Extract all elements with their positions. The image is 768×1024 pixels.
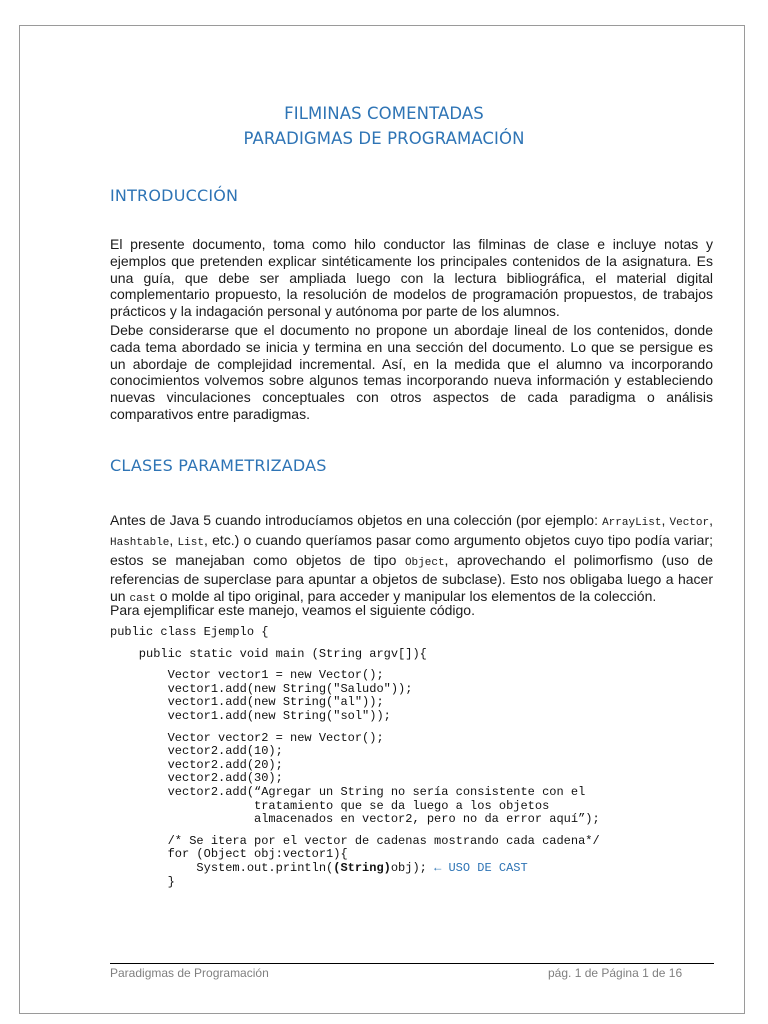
code-line: public class Ejemplo { xyxy=(110,625,269,639)
code-hashtable: Hashtable xyxy=(110,536,170,549)
code-fragment: obj); xyxy=(390,860,435,875)
footer-title: Paradigmas de Programación xyxy=(110,966,269,980)
clases-paragraph-2: Para ejemplificar este manejo, veamos el siguiente código. xyxy=(110,602,475,618)
code-vector: Vector xyxy=(669,517,710,529)
code-line: } xyxy=(110,874,175,889)
code-object: Object xyxy=(404,556,445,569)
code-line: Vector vector2 = new Vector(); xyxy=(110,730,384,745)
clases-paragraph-1 xyxy=(110,512,713,608)
title-line-1: FILMINAS COMENTADAS xyxy=(284,104,484,123)
code-line: almacenados en vector2, pero no da error aquí”); xyxy=(110,812,600,827)
heading-clases-parametrizadas: CLASES PARAMETRIZADAS xyxy=(110,456,327,475)
text-run: o molde al tipo original, para acceder y manipular los elementos de la colección. xyxy=(155,588,657,605)
code-line: vector1.add(new String("sol")); xyxy=(110,708,391,723)
code-line: vector2.add(“Agregar un String no sería consistente con el xyxy=(110,784,586,799)
text-run: Antes de Java 5 cuando introducíamos objetos en una colección (por ejemplo: xyxy=(110,512,603,528)
intro-paragraph-1: El presente documento, toma como hilo conductor las filminas de clase e incluye notas y ejemplos que pretenden explicar sintéticamente los principales contenidos de la asignatura. Es una guía, que debe ser ampliada luego con la lectura bibliográfica, el material digital complementario propuesto, la resolución de modelos de programación propuestos, de trabajos prácticos y la indagación personal y autónoma por parte de los alumnos. xyxy=(110,236,713,320)
text-run: , aprovechando el polimorfismo (uso de referencias de superclase para apuntar a objetos de subclase). Esto nos obligaba luego a hacer un xyxy=(110,551,713,605)
text-run: , etc.) o cuando queríamos pasar como argumento objetos cuyo tipo podía variar; estos se manejaban como objetos de tipo xyxy=(110,531,714,568)
code-line: tratamiento que se da luego a los objetos xyxy=(110,798,550,813)
text-run: , xyxy=(661,512,670,528)
code-line: vector2.add(30); xyxy=(110,771,283,786)
footer-divider xyxy=(110,963,714,964)
intro-paragraph-2: Debe considerarse que el documento no propone un abordaje lineal de los contenidos, donde cada tema abordado se inicia y termina en una sección del documento. Lo que se persigue es un abordaje de complejidad incremental. Así, en la medida que el alumno va incorporando conocimientos volvemos sobre algunos temas incorporando nueva información y estableciendo nuevas vinculaciones conceptuales con otros aspectos de cada paradigma o análisis comparativos entre paradigmas. xyxy=(110,322,713,422)
code-line: for (Object obj:vector1){ xyxy=(110,847,348,862)
code-list: List xyxy=(177,536,204,549)
code-cast-fragment: (String) xyxy=(333,860,391,875)
text-run: , xyxy=(709,512,713,528)
code-fragment: System.out.println( xyxy=(110,860,334,875)
code-arraylist: ArrayList xyxy=(602,517,662,529)
heading-introduccion: INTRODUCCIÓN xyxy=(110,186,239,205)
document-title xyxy=(0,101,768,151)
code-line: vector2.add(10); xyxy=(110,744,283,759)
footer-page-number: pág. 1 de Página 1 de 16 xyxy=(548,966,683,980)
text-run: , xyxy=(169,531,178,548)
code-line: /* Se itera por el vector de cadenas mostrando cada cadena*/ xyxy=(110,833,600,848)
code-line: public static void main (String argv[]){ xyxy=(110,646,427,661)
code-line-cast xyxy=(110,862,730,876)
cast-annotation: ← USO DE CAST xyxy=(434,860,528,875)
code-line: vector2.add(20); xyxy=(110,757,283,772)
code-line: Vector vector1 = new Vector(); xyxy=(110,668,384,683)
code-line: vector1.add(new String("Saludo")); xyxy=(110,681,413,696)
title-line-2: PARADIGMAS DE PROGRAMACIÓN xyxy=(243,129,525,148)
code-cast: cast xyxy=(129,593,156,606)
code-line: vector1.add(new String("al")); xyxy=(110,695,384,710)
code-block xyxy=(110,626,730,889)
